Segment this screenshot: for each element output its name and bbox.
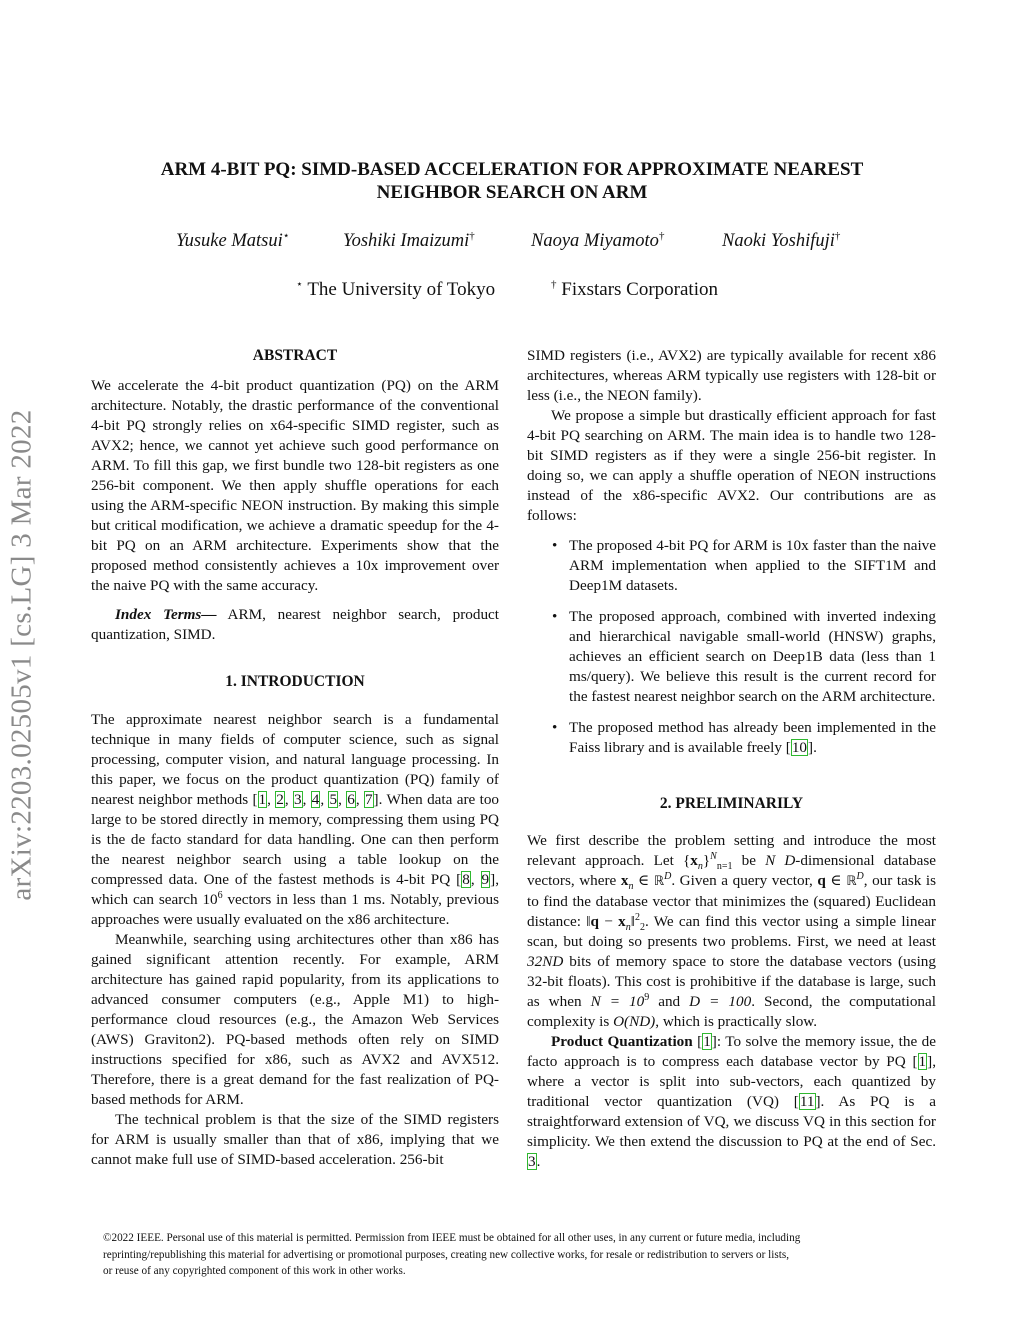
citation-link[interactable]: 1 — [258, 791, 267, 808]
list-item: • The proposed approach, combined with inverted indexing and hierarchical navigable small-world (HNSW) graphs, achieves an efficient search on Deep1B data (less than 1 ms/query). We believe this result is the current record for the fastest nearest neighbor search on the ARM architecture. — [552, 608, 936, 705]
intro-paragraph-1: The approximate nearest neighbor search is a fundamental technique in many fields of computer science, such as signal processing, computer vision, and natural language processing. In this paper, we focus on the product quantization (PQ) family of nearest neighbor methods [1, 2, 3, 4, 5, 6, 7]. When data are too large to be stored directly in memory, compressing them using PQ is the de facto standard for data handling. One can then perform the nearest neighbor search using a table lookup on the compressed data. One of the fastest methods is 4-bit PQ [8, 9], which can search $10^6$ vectors in less than 1 ms. Notably, previous approaches were usually evaluated on the x86 architecture. — [91, 711, 500, 928]
citation-link[interactable]: 11 — [799, 1093, 815, 1110]
prelim-heading: 2. PRELIMINARILY — [659, 795, 804, 812]
list-item: • The proposed method has already been implemented in the Faiss library and is available freely [10]. — [552, 719, 936, 756]
citation-link[interactable]: 4 — [311, 791, 320, 808]
arxiv-id: arXiv:2203.02505v1 [cs.LG] 3 Mar 2022 — [5, 409, 38, 901]
bullet-icon: • — [552, 608, 558, 625]
author-list — [0, 231, 1024, 257]
author-3: Naoya Miyamoto† — [531, 229, 665, 251]
bullet-icon: • — [552, 537, 558, 554]
intro-paragraph-3-continued: SIMD registers (i.e., AVX2) are typically available for recent x86 architectures, whereas ARM typically use registers with 128-bit or less (i.e., the NEON family). — [527, 347, 936, 404]
arxiv-sidebar-stamp — [2, 352, 42, 958]
citation-link[interactable]: 6 — [347, 791, 355, 808]
left-column — [91, 346, 499, 1170]
title-line-2: NEIGHBOR SEARCH ON ARM — [376, 182, 648, 203]
citation-link[interactable]: 9 — [481, 871, 490, 888]
copyright-line-3: or reuse of any copyrighted component of this work in other works. — [103, 1265, 406, 1277]
citation-link[interactable]: 8 — [462, 871, 470, 888]
author-1: Yusuke Matsui⋆ — [176, 229, 290, 251]
title-line-1: ARM 4-BIT PQ: SIMD-BASED ACCELERATION FOR APPROXIMATE NEAREST — [160, 159, 864, 180]
section-link[interactable]: 3 — [528, 1153, 536, 1170]
citation-link[interactable]: 1 — [703, 1033, 711, 1050]
intro-paragraph-2: Meanwhile, searching using architectures other than x86 has gained significant attention recently. For example, ARM architecture has gained rapid popularity, from its applications to advanced consumer computers (e.g., Apple M1) to high-performance cloud resources (e.g., the Amazon Web Services (AWS) Graviton2). PQ-based methods often rely on SIMD instructions specified for x86, such as AVX2 and AVX512. Therefore, there is a great demand for the fast realization of PQ-based methods for ARM. — [91, 931, 499, 1108]
affiliation-2: † Fixstars Corporation — [551, 278, 718, 300]
abstract-heading: ABSTRACT — [252, 347, 338, 364]
contribution-list — [527, 536, 936, 758]
abstract-text: We accelerate the 4-bit product quantization (PQ) on the ARM architecture. Notably, the drastic performance of the conventional 4-bit PQ strongly relies on x64-specific SIMD register, such as AVX2; hence, we cannot yet achieve such good performance on ARM. To fill this gap, we first bundle two 128-bit registers as one 256-bit component. We then apply shuffle operations for each using the ARM-specific NEON instruction. By making this simple but critical modification, we achieve a dramatic speedup for the 4-bit PQ on an ARM architecture. Experiments show that the proposed method consistently achieves a 10x improvement over the naive PQ with the same accuracy. — [91, 377, 499, 594]
right-column — [527, 346, 936, 1172]
citation-link[interactable]: 2 — [276, 791, 284, 808]
intro-paragraph-3: The technical problem is that the size of the SIMD registers for ARM is usually smaller than that of x86, implying that we cannot make full use of SIMD-based acceleration. 256-bit — [91, 1111, 499, 1168]
citation-link[interactable]: 10 — [791, 739, 808, 756]
paper-title — [100, 158, 924, 204]
copyright-line-1: ©2022 IEEE. Personal use of this material is permitted. Permission from IEEE must be obtained for all other uses, in any current or future media, including — [103, 1232, 801, 1244]
citation-link[interactable]: 3 — [294, 791, 302, 808]
citation-link[interactable]: 1 — [918, 1053, 927, 1070]
intro-paragraph-4: We propose a simple but drastically efficient approach for fast 4-bit PQ searching on ARM. The main idea is to handle two 128-bit SIMD registers as if they were a single 256-bit register. In doing so, we can apply a shuffle operation of NEON instructions instead of the x86-specific AVX2. Our contributions are as follows: — [527, 407, 936, 524]
bullet-icon: • — [552, 719, 558, 736]
index-terms: Index Terms— ARM, nearest neighbor search, product quantization, SIMD. — [91, 606, 499, 643]
author-2: Yoshiki Imaizumi† — [343, 229, 475, 251]
prelim-paragraph-1: We first describe the problem setting and introduce the most relevant approach. Let $\{x_n\}^N_{n=1}$ be N D-dimensional database vectors, where $x_n$ ∈ ℝ$^D$. Given a query vector, q ∈ ℝ$^D$, our task is to find the database vector that minimizes the (squared) Euclidean distance: ‖q − $x_n‖^2_2$. We can find this vector using a simple linear scan, but doing so presents two problems. First, we need at least 32ND bits of memory space to store the database vectors (using 32-bit floats). This cost is prohibitive if the database is large, such as when $N = 10^9$ and D = 100. Second, the computational complexity is O(ND), which is practically slow. — [527, 832, 937, 1030]
prelim-paragraph-2: Product Quantization [1]: To solve the memory issue, the de facto approach is to compress each database vector by PQ [1], where a vector is split into sub-vectors, each quantized by traditional vector quantization (VQ) [11]. As PQ is a straightforward extension of VQ, we discuss VQ in this section for simplicity. We then extend the discussion to PQ at the end of Sec. 3. — [527, 1033, 936, 1170]
list-item: • The proposed 4-bit PQ for ARM is 10x faster than the naive ARM implementation when applied to the SIFT1M and Deep1M datasets. — [552, 537, 936, 594]
copyright-line-2: reprinting/republishing this material for advertising or promotional purposes, creating new collective works, for resale or redistribution to servers or lists, — [103, 1248, 789, 1261]
author-4: Naoki Yoshifuji† — [722, 229, 841, 251]
citation-link[interactable]: 7 — [364, 791, 373, 808]
intro-heading: 1. INTRODUCTION — [225, 673, 365, 690]
copyright-notice — [103, 1230, 923, 1280]
affiliation-1: ⋆ The University of Tokyo — [296, 278, 496, 300]
citation-link[interactable]: 5 — [329, 791, 338, 808]
